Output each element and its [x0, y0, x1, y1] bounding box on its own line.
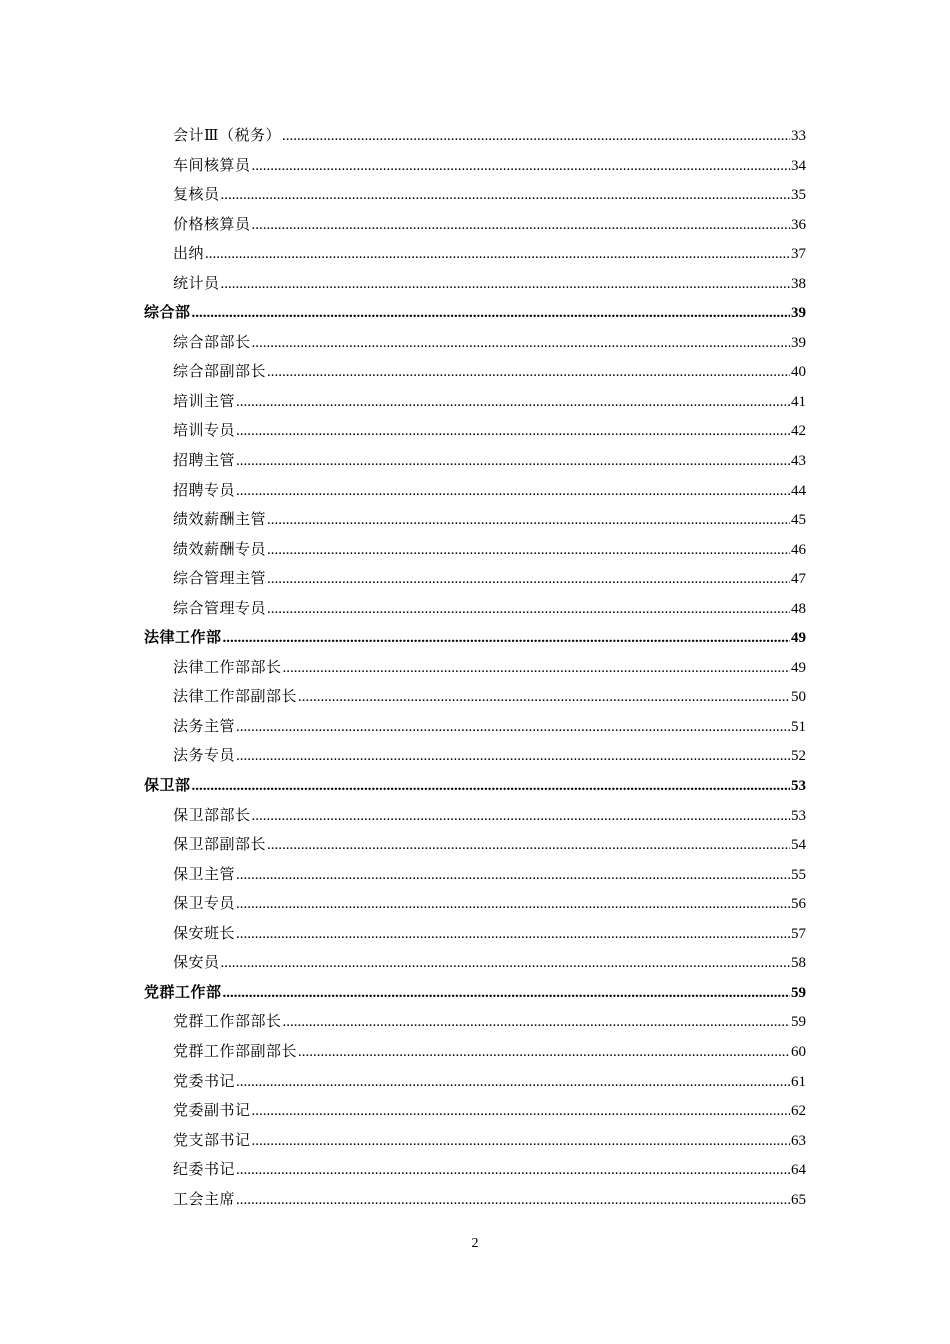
toc-entry[interactable] [144, 595, 806, 625]
toc-entry-page-number: 40 [791, 364, 806, 381]
toc-entry[interactable] [144, 240, 806, 270]
toc-dot-leader [267, 831, 790, 861]
toc-entry[interactable] [144, 1127, 806, 1157]
toc-dot-leader [236, 1156, 790, 1186]
toc-entry-title: 绩效薪酬主管 [173, 512, 267, 529]
toc-dot-leader [223, 624, 790, 654]
toc-dot-leader [283, 654, 790, 684]
toc-entry-page-number: 52 [791, 748, 806, 765]
toc-entry[interactable] [144, 447, 806, 477]
toc-entry[interactable] [144, 211, 806, 241]
toc-entry-page-number: 49 [791, 630, 806, 647]
toc-entry[interactable] [144, 949, 806, 979]
toc-entry[interactable] [144, 920, 806, 950]
toc-entry-page-number: 65 [791, 1191, 806, 1208]
toc-entry-page-number: 44 [791, 482, 806, 499]
toc-dot-leader [267, 358, 790, 388]
toc-dot-leader [267, 536, 790, 566]
toc-entry[interactable] [144, 742, 806, 772]
toc-entry-title: 招聘主管 [173, 453, 236, 470]
toc-dot-leader [236, 1186, 790, 1216]
toc-entry-page-number: 45 [791, 512, 806, 529]
toc-entry-page-number: 54 [791, 837, 806, 854]
toc-entry-page-number: 51 [791, 718, 806, 735]
toc-entry-title: 综合部副部长 [173, 364, 267, 381]
toc-dot-leader [267, 595, 790, 625]
toc-entry[interactable] [144, 1097, 806, 1127]
toc-entry-page-number: 39 [791, 334, 806, 351]
toc-entry[interactable] [144, 831, 806, 861]
toc-entry[interactable] [144, 122, 806, 152]
toc-entry-title: 车间核算员 [173, 157, 251, 174]
toc-dot-leader [252, 1097, 790, 1127]
toc-entry-title: 党群工作部部长 [173, 1014, 282, 1031]
toc-entry-title: 综合部部长 [173, 334, 251, 351]
toc-entry-title: 保卫部部长 [173, 807, 251, 824]
toc-entry-title: 保卫主管 [173, 866, 236, 883]
toc-dot-leader [221, 181, 790, 211]
toc-entry-title: 党支部书记 [173, 1132, 251, 1149]
toc-dot-leader [298, 1038, 790, 1068]
toc-entry[interactable] [144, 1068, 806, 1098]
toc-entry[interactable] [144, 181, 806, 211]
toc-entry-page-number: 33 [791, 128, 806, 144]
toc-entry-page-number: 47 [791, 571, 806, 588]
toc-entry[interactable] [144, 1156, 806, 1186]
toc-dot-leader [298, 683, 790, 713]
toc-entry-title: 工会主席 [173, 1191, 236, 1208]
toc-entry[interactable] [144, 358, 806, 388]
toc-entry[interactable] [144, 683, 806, 713]
toc-entry-page-number: 56 [791, 896, 806, 913]
toc-dot-leader [236, 417, 790, 447]
toc-entry-page-number: 57 [791, 925, 806, 942]
toc-entry-page-number: 63 [791, 1132, 806, 1149]
toc-dot-leader [205, 240, 790, 270]
toc-section-heading[interactable] [144, 624, 806, 654]
toc-entry-page-number: 39 [791, 305, 806, 322]
toc-entry-page-number: 48 [791, 600, 806, 617]
toc-entry-title: 综合管理专员 [173, 600, 267, 617]
toc-dot-leader [252, 211, 790, 241]
toc-entry-title: 纪委书记 [173, 1162, 236, 1179]
toc-entry-page-number: 37 [791, 246, 806, 263]
toc-dot-leader [252, 802, 790, 832]
toc-entry[interactable] [144, 270, 806, 300]
toc-entry-title: 统计员 [173, 275, 220, 292]
toc-entry-page-number: 62 [791, 1103, 806, 1120]
toc-dot-leader [252, 152, 790, 182]
toc-entry-page-number: 35 [791, 187, 806, 204]
toc-dot-leader [192, 299, 790, 329]
toc-entry-page-number: 41 [791, 393, 806, 410]
toc-entry[interactable] [144, 565, 806, 595]
toc-entry-title: 党群工作部 [144, 984, 222, 1001]
toc-dot-leader [221, 270, 790, 300]
toc-dot-leader [252, 1127, 790, 1157]
toc-entry[interactable] [144, 1186, 806, 1216]
toc-entry-title: 法律工作部部长 [173, 659, 282, 676]
toc-dot-leader [267, 565, 790, 595]
toc-dot-leader [236, 713, 790, 743]
toc-dot-leader [221, 949, 790, 979]
page-number: 2 [471, 1236, 479, 1251]
toc-entry-title: 会计Ⅲ（税务） [173, 128, 281, 144]
toc-entry-title: 法务专员 [173, 748, 236, 765]
toc-dot-leader [267, 506, 790, 536]
toc-entry-title: 价格核算员 [173, 216, 251, 233]
toc-section-heading[interactable] [144, 979, 806, 1009]
toc-entry-title: 党委书记 [173, 1073, 236, 1090]
toc-entry-page-number: 61 [791, 1073, 806, 1090]
toc-dot-leader [283, 1008, 790, 1038]
toc-entry[interactable] [144, 477, 806, 507]
toc-entry-title: 保卫部 [144, 778, 191, 795]
toc-entry[interactable] [144, 152, 806, 182]
toc-entry-page-number: 50 [791, 689, 806, 706]
toc-entry[interactable] [144, 417, 806, 447]
toc-entry-title: 综合部 [144, 305, 191, 322]
toc-entry-title: 保安班长 [173, 925, 236, 942]
toc-entry-title: 绩效薪酬专员 [173, 541, 267, 558]
toc-entry-title: 复核员 [173, 187, 220, 204]
toc-dot-leader [282, 122, 790, 152]
toc-entry[interactable] [144, 1008, 806, 1038]
toc-entry[interactable] [144, 536, 806, 566]
toc-dot-leader [192, 772, 790, 802]
toc-entry-page-number: 60 [791, 1043, 806, 1060]
toc-dot-leader [236, 1068, 790, 1098]
toc-entry-page-number: 55 [791, 866, 806, 883]
toc-entry-title: 综合管理主管 [173, 571, 267, 588]
toc-entry[interactable] [144, 654, 806, 684]
toc-entry-page-number: 46 [791, 541, 806, 558]
toc-dot-leader [236, 388, 790, 418]
toc-entry-page-number: 58 [791, 955, 806, 972]
toc-dot-leader [236, 477, 790, 507]
toc-entry[interactable] [144, 506, 806, 536]
toc-entry-title: 出纳 [173, 246, 205, 263]
toc-entry-title: 保卫部副部长 [173, 837, 267, 854]
toc-entry[interactable] [144, 890, 806, 920]
toc-entry-title: 培训专员 [173, 423, 236, 440]
toc-entry-title: 保卫专员 [173, 896, 236, 913]
toc-entry-title: 培训主管 [173, 393, 236, 410]
toc-entry-page-number: 36 [791, 216, 806, 233]
toc-dot-leader [236, 742, 790, 772]
toc-entry-page-number: 53 [791, 778, 806, 795]
toc-entry-title: 法律工作部副部长 [173, 689, 298, 706]
toc-entry-title: 党群工作部副部长 [173, 1043, 298, 1060]
toc-entry[interactable] [144, 861, 806, 891]
table-of-contents [144, 122, 806, 1215]
toc-dot-leader [236, 447, 790, 477]
toc-entry[interactable] [144, 802, 806, 832]
toc-dot-leader [236, 890, 790, 920]
toc-entry-page-number: 53 [791, 807, 806, 824]
toc-section-heading[interactable] [144, 772, 806, 802]
toc-entry[interactable] [144, 1038, 806, 1068]
toc-dot-leader [223, 979, 790, 1009]
toc-entry[interactable] [144, 713, 806, 743]
toc-dot-leader [252, 329, 790, 359]
toc-entry-title: 法务主管 [173, 718, 236, 735]
toc-entry-page-number: 38 [791, 275, 806, 292]
toc-entry-page-number: 64 [791, 1162, 806, 1179]
toc-dot-leader [236, 861, 790, 891]
toc-entry[interactable] [144, 388, 806, 418]
toc-entry-title: 招聘专员 [173, 482, 236, 499]
toc-entry-page-number: 43 [791, 453, 806, 470]
toc-dot-leader [236, 920, 790, 950]
toc-entry[interactable] [144, 329, 806, 359]
toc-entry-page-number: 34 [791, 157, 806, 174]
toc-section-heading[interactable] [144, 299, 806, 329]
toc-entry-page-number: 42 [791, 423, 806, 440]
toc-entry-page-number: 59 [791, 1014, 806, 1031]
toc-entry-title: 党委副书记 [173, 1103, 251, 1120]
toc-entry-title: 法律工作部 [144, 630, 222, 647]
toc-entry-title: 保安员 [173, 955, 220, 972]
toc-entry-page-number: 59 [791, 984, 806, 1001]
toc-entry-page-number: 49 [791, 659, 806, 676]
